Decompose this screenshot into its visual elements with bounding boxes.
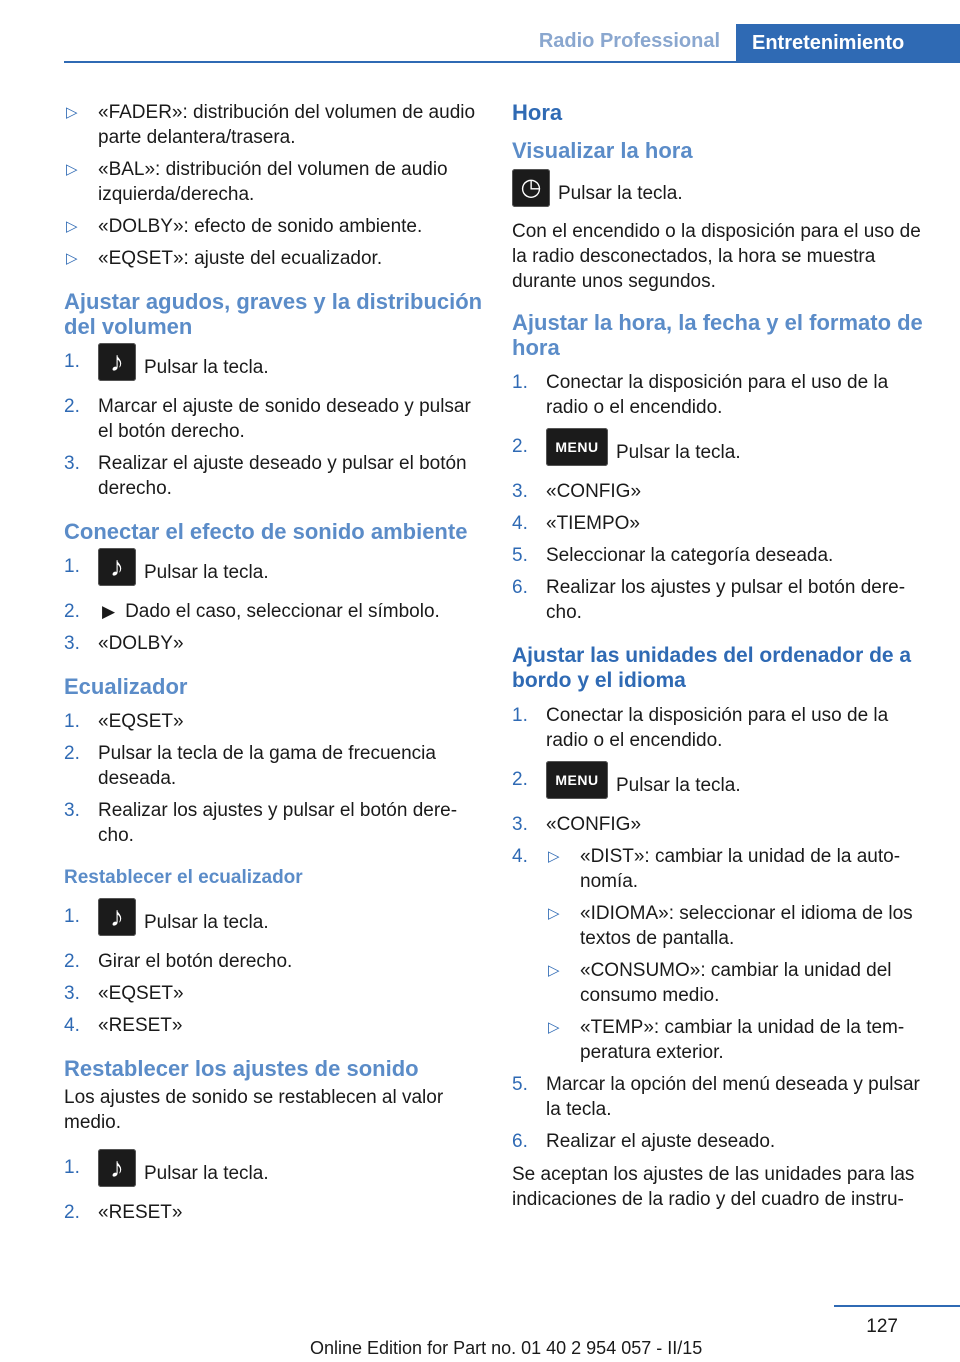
- list-item: 2. MENU Pulsar la tecla.: [512, 767, 932, 805]
- edition-line: Online Edition for Part no. 01 40 2 954 057 - II/15: [310, 1338, 703, 1358]
- list-item: ▷ «DOLBY»: efecto de sonido ambiente.: [66, 216, 423, 237]
- page-number: 127: [866, 1316, 898, 1337]
- chapter-heading: Hora: [512, 100, 563, 125]
- list-item: ▷ «IDIOMA»: seleccionar el idioma de los textos de pantalla.: [548, 903, 913, 949]
- list-item: 2. ▶ Dado el caso, seleccionar el símbolo.: [64, 601, 440, 622]
- steps-list: [64, 551, 484, 656]
- clock-key-icon: ◷: [512, 169, 550, 207]
- header-rule: [64, 61, 960, 63]
- section-heading: Ajustar las unidades del ordenador de a bordo y el idioma: [512, 644, 912, 692]
- list-item: 2. MENU Pulsar la tecla.: [512, 434, 932, 472]
- list-item: 5. Seleccionar la categoría deseada.: [512, 545, 834, 566]
- list-item: 3. «CONFIG»: [512, 481, 642, 502]
- bullet-icon: ▷: [66, 218, 78, 235]
- list-item: 2. Marcar el ajuste de sonido deseado y pulsar el botón derecho.: [64, 396, 471, 442]
- bullet-icon: ▷: [66, 104, 78, 121]
- list-item: 2. «RESET»: [64, 1202, 183, 1223]
- bullet-icon: ▷: [548, 962, 560, 979]
- steps-list: [64, 346, 484, 501]
- list-item: ▷ «BAL»: distribución del volumen de audio izquierda/derecha.: [66, 159, 448, 205]
- list-item: 4. «RESET»: [64, 1015, 183, 1036]
- subsection-heading: Restablecer el ecualizador: [64, 867, 303, 888]
- list-item: 1. ♪ Pulsar la tecla.: [64, 904, 484, 942]
- section-heading: Visualizar la hora: [512, 138, 693, 163]
- steps-list: [64, 1152, 484, 1225]
- steps-list: [64, 901, 484, 1038]
- list-item: ▷ «DIST»: cambiar la unidad de la autonomía.: [548, 846, 901, 892]
- music-key-icon: ♪: [98, 343, 136, 381]
- list-item: 6. Realizar los ajustes y pulsar el botón derecho.: [512, 577, 906, 623]
- menu-key-icon: MENU: [546, 428, 608, 466]
- list-item: 1. ♪ Pulsar la tecla.: [64, 1155, 484, 1193]
- list-item: ▷ «CONSUMO»: cambiar la unidad del consumo medio.: [548, 960, 892, 1006]
- body-text: Se aceptan los ajustes de las unidades para las indicaciones de la radio y del cuadro de instru-: [512, 1164, 915, 1210]
- bullet-icon: ▷: [66, 250, 78, 267]
- body-text: Con el encendido o la disposición para el uso de la radio desconectados, la hora se muestra durante unos segundos.: [512, 221, 921, 292]
- steps-list: [512, 703, 932, 1154]
- list-item: 4. ▷ «DIST»: cambiar la unidad de la autonomía. ▷ «IDIOMA»: seleccionar el idioma de los textos de pantalla. ▷ «CONSUMO»: cambiar la unidad del consumo medio. ▷ «TEMP»: cambiar la unidad de la temperatura exterior.: [512, 844, 932, 1065]
- section-heading: Ajustar agudos, graves y la distribución del volumen: [64, 289, 483, 339]
- list-item: ▷ «FADER»: distribución del volumen de audio parte delantera/trasera.: [66, 102, 476, 148]
- footer-rule: [834, 1305, 960, 1307]
- section-heading: Ajustar la hora, la fecha y el formato de hora: [512, 310, 923, 360]
- section-heading: Conectar el efecto de sonido ambiente: [64, 519, 468, 544]
- bullet-icon: ▷: [548, 1019, 560, 1036]
- list-item: 1. Conectar la disposición para el uso de la radio o el encendido.: [512, 705, 889, 751]
- list-item: 4. «TIEMPO»: [512, 513, 640, 534]
- body-text: Los ajustes de sonido se restablecen al valor medio.: [64, 1087, 444, 1133]
- play-icon: ▶: [102, 602, 116, 621]
- music-key-icon: ♪: [98, 548, 136, 586]
- list-item: 3. «CONFIG»: [512, 814, 642, 835]
- bullet-icon: ▷: [548, 905, 560, 922]
- list-item: 2. Girar el botón derecho.: [64, 951, 293, 972]
- list-item: 1. Conectar la disposición para el uso de la radio o el encendido.: [512, 372, 889, 418]
- section-heading: Ecualizador: [64, 674, 188, 699]
- music-key-icon: ♪: [98, 1149, 136, 1187]
- music-key-icon: ♪: [98, 898, 136, 936]
- list-item: ▷ «TEMP»: cambiar la unidad de la temperatura exterior.: [548, 1017, 905, 1063]
- list-item: ▷ «EQSET»: ajuste del ecualizador.: [66, 248, 383, 269]
- bullet-icon: ▷: [66, 161, 78, 178]
- list-item: 5. Marcar la opción del menú deseada y pulsar la tecla.: [512, 1074, 920, 1120]
- list-item: 3. «DOLBY»: [64, 633, 184, 654]
- steps-list: [64, 709, 484, 848]
- body-text: ◷ Pulsar la tecla.: [512, 175, 932, 213]
- intro-list: [64, 100, 484, 271]
- list-item: 1. «EQSET»: [64, 711, 184, 732]
- sub-list: [546, 844, 932, 1065]
- list-item: 1. ♪ Pulsar la tecla.: [64, 554, 484, 592]
- list-item: 3. Realizar los ajustes y pulsar el botón derecho.: [64, 800, 458, 846]
- header-section-title: Radio Professional: [538, 30, 720, 52]
- header-chapter-tab: Entretenimiento: [736, 24, 960, 62]
- list-item: 3. Realizar el ajuste deseado y pulsar el botón derecho.: [64, 453, 467, 499]
- left-column: [64, 100, 484, 1243]
- list-item: 1. ♪ Pulsar la tecla.: [64, 349, 484, 387]
- list-item: 2. Pulsar la tecla de la gama de frecuencia deseada.: [64, 743, 436, 789]
- right-column: [512, 100, 932, 1224]
- menu-key-icon: MENU: [546, 761, 608, 799]
- steps-list: [512, 370, 932, 625]
- list-item: 3. «EQSET»: [64, 983, 184, 1004]
- bullet-icon: ▷: [548, 848, 560, 865]
- section-heading: Restablecer los ajustes de sonido: [64, 1056, 419, 1081]
- list-item: 6. Realizar el ajuste deseado.: [512, 1131, 776, 1152]
